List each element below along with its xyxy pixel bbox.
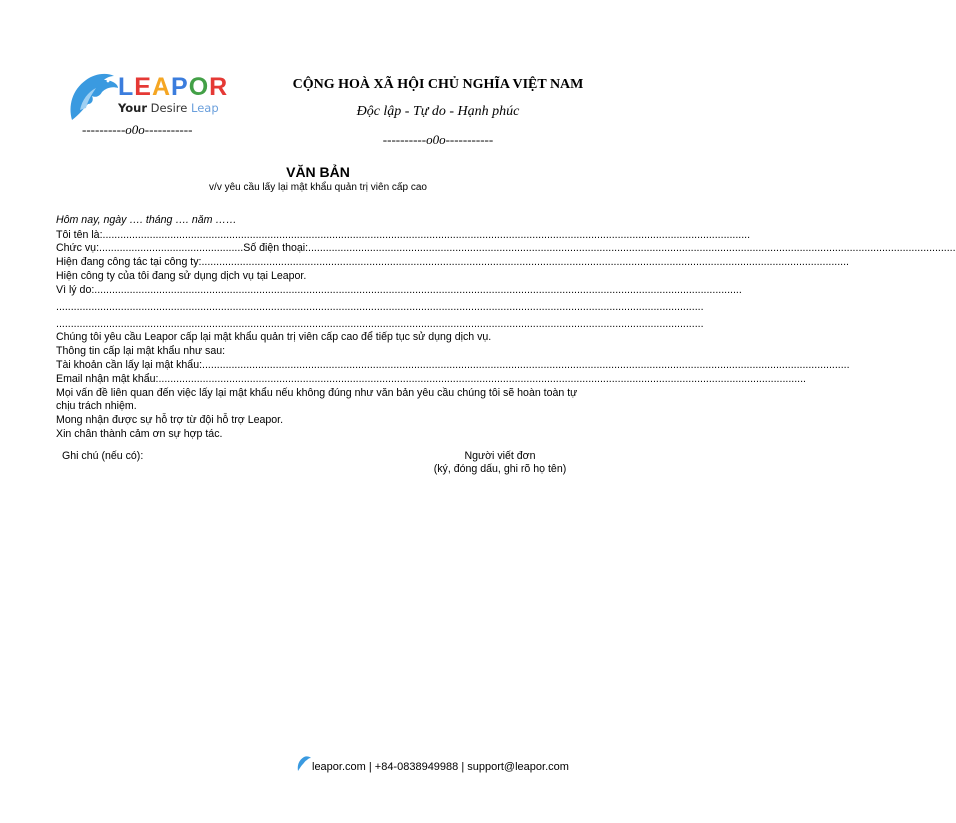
logo-letter: R — [209, 73, 229, 101]
support-line: Mong nhận được sự hỗ trợ từ đội hỗ trợ Leapor. — [56, 414, 284, 426]
position-dots: ................................................. — [99, 242, 244, 254]
signer-instruction: (ký, đóng dấu, ghi rõ họ tên) — [433, 463, 567, 475]
logo-letter: E — [134, 73, 152, 101]
phone-label: Số điện thoại: — [243, 242, 309, 254]
tagline-mid: Desire — [147, 101, 192, 115]
reason-label: Vì lý do: — [56, 284, 95, 296]
position-label: Chức vụ: — [56, 242, 100, 254]
logo-letter: A — [151, 73, 172, 101]
info-line: Thông tin cấp lại mật khẩu như sau: — [56, 345, 226, 357]
reason-dots: ............................................................................................................................................................................................................................ — [94, 284, 742, 296]
email-dots: ............................................................................................................................................................................................................................ — [158, 373, 806, 385]
signer-block — [390, 450, 610, 476]
name-field[interactable] — [56, 229, 751, 242]
reason-continuation-1[interactable] — [56, 301, 704, 314]
motto: Độc lập - Tự do - Hạnh phúc — [356, 104, 520, 119]
left-separator: ----------o0o----------- — [82, 122, 193, 137]
responsibility-line: Mọi vấn đề liên quan đến việc lấy lại mật khẩu nếu không đúng như văn bản yêu cầu chúng tôi sẽ hoàn toàn tự chịu trách nhiệm. — [56, 387, 578, 412]
account-label: Tài khoản cần lấy lại mật khẩu: — [56, 359, 203, 371]
dots: ............................................................................................................................................................................................................................ — [56, 318, 704, 330]
account-dots: ............................................................................................................................................................................................................................ — [202, 359, 850, 371]
company-field[interactable] — [56, 256, 849, 269]
company-label: Hiện đang công tác tại công ty: — [56, 256, 202, 268]
nation-heading: CỘNG HOÀ XÃ HỘI CHỦ NGHĨA VIỆT NAM — [292, 77, 584, 92]
phone-dots: ............................................................................................................................................................................................................................ — [308, 242, 956, 254]
logo-letter: L — [118, 73, 135, 101]
tagline-light: Leap — [191, 101, 219, 115]
logo-tagline — [118, 101, 219, 115]
tagline-bold: Your — [118, 101, 148, 115]
account-field[interactable] — [56, 359, 850, 372]
reason-continuation-2[interactable] — [56, 318, 704, 331]
logo-letter: O — [188, 73, 210, 101]
document-title: VĂN BẢN — [286, 164, 350, 180]
right-separator: ----------o0o----------- — [382, 132, 494, 147]
logo-wordmark — [118, 73, 228, 101]
reason-field[interactable] — [56, 284, 742, 297]
name-label: Tôi tên là: — [56, 229, 103, 241]
note-label: Ghi chú (nếu có): — [62, 450, 144, 462]
email-field[interactable] — [56, 373, 806, 386]
footer-contact: leapor.com | +84-0838949988 | support@leapor.com — [312, 761, 569, 773]
position-phone-field[interactable] — [56, 242, 956, 255]
logo-letter: P — [171, 73, 189, 101]
service-line: Hiện công ty của tôi đang sử dụng dịch vụ tại Leapor. — [56, 270, 307, 282]
dolphin-icon — [296, 755, 312, 771]
date-line: Hôm nay, ngày …. tháng …. năm …… — [56, 214, 237, 226]
document-subtitle: v/v yêu cầu lấy lại mật khẩu quản trị viên cấp cao — [209, 182, 427, 193]
dots: ............................................................................................................................................................................................................................ — [56, 301, 704, 313]
email-label: Email nhận mật khẩu: — [56, 373, 159, 385]
request-line: Chúng tôi yêu cầu Leapor cấp lại mật khẩu quản trị viên cấp cao để tiếp tục sử dụng dịch vụ. — [56, 331, 492, 343]
signer-title: Người viết đơn — [464, 450, 536, 462]
company-dots: ............................................................................................................................................................................................................................ — [201, 256, 849, 268]
thanks-line: Xin chân thành cảm ơn sự hợp tác. — [56, 428, 223, 440]
name-dots: ............................................................................................................................................................................................................................ — [102, 229, 751, 241]
